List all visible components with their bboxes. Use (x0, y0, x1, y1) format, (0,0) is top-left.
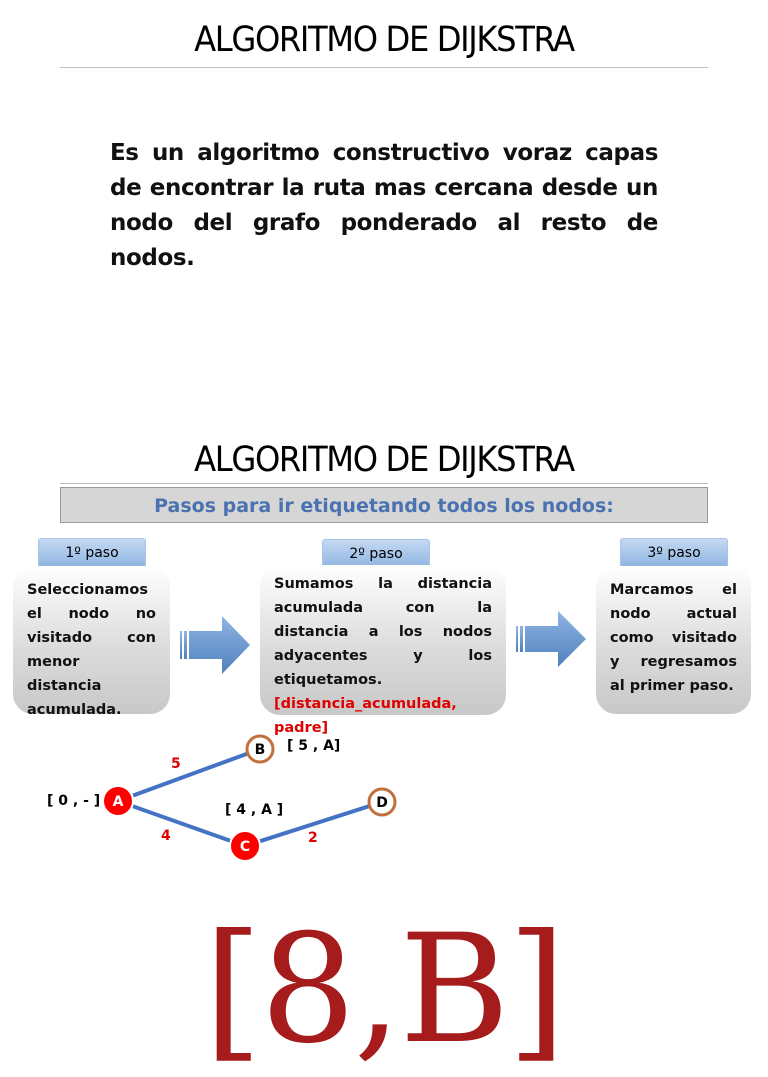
edge-c-d-weight: 2 (308, 830, 318, 846)
step2-label: 2º paso (322, 539, 430, 569)
steps-banner: Pasos para ir etiquetando todos los nodos: (60, 487, 708, 523)
step1-label: 1º paso (38, 538, 146, 568)
arrow-right-icon-2 (514, 608, 588, 670)
graph-diagram (0, 720, 768, 870)
slide-title-2: ALGORITMO DE DIJKSTRA (194, 440, 574, 480)
step3-text: Marcamos el nodo actual como visitado y regresamos al primer paso. (610, 582, 737, 694)
title-divider (60, 67, 708, 68)
slide-title: ALGORITMO DE DIJKSTRA (194, 20, 574, 60)
node-a-letter: A (112, 794, 124, 810)
step1-text: Seleccionamos el nodo no visitado con menor distancia acumulada. (27, 582, 156, 718)
node-a-label: [ 0 , - ] (47, 793, 101, 809)
edge-a-c-weight: 4 (161, 828, 171, 844)
node-b (247, 736, 273, 762)
node-d-letter: D (376, 795, 388, 811)
step3-label: 3º paso (620, 538, 728, 568)
node-b-label: [ 5 , A] (287, 738, 341, 754)
node-d (369, 789, 395, 815)
edge-a-b (118, 749, 260, 801)
big-result-label: [8,B] (203, 903, 565, 1077)
node-c-letter: C (239, 839, 251, 855)
node-c-label: [ 4 , A ] (225, 802, 284, 818)
edge-a-b-weight: 5 (171, 756, 181, 772)
step2-box (260, 565, 506, 736)
node-a (103, 786, 133, 816)
title-divider-2 (60, 483, 708, 484)
arrow-right-icon (178, 612, 252, 678)
intro-paragraph: Es un algoritmo constructivo voraz capas de encontrar la ruta mas cercana desde un nodo del grafo ponderado al resto de nodos. (110, 140, 658, 271)
step1-box (13, 566, 170, 718)
node-c (230, 831, 260, 861)
node-b-letter: B (254, 742, 266, 758)
step2-highlight: [distancia_acumulada, padre] (274, 696, 457, 736)
step3-box (596, 566, 751, 714)
step2-text: Sumamos la distancia acumulada con la distancia a los nodos adyacentes y los etiquetamos. (274, 576, 492, 688)
